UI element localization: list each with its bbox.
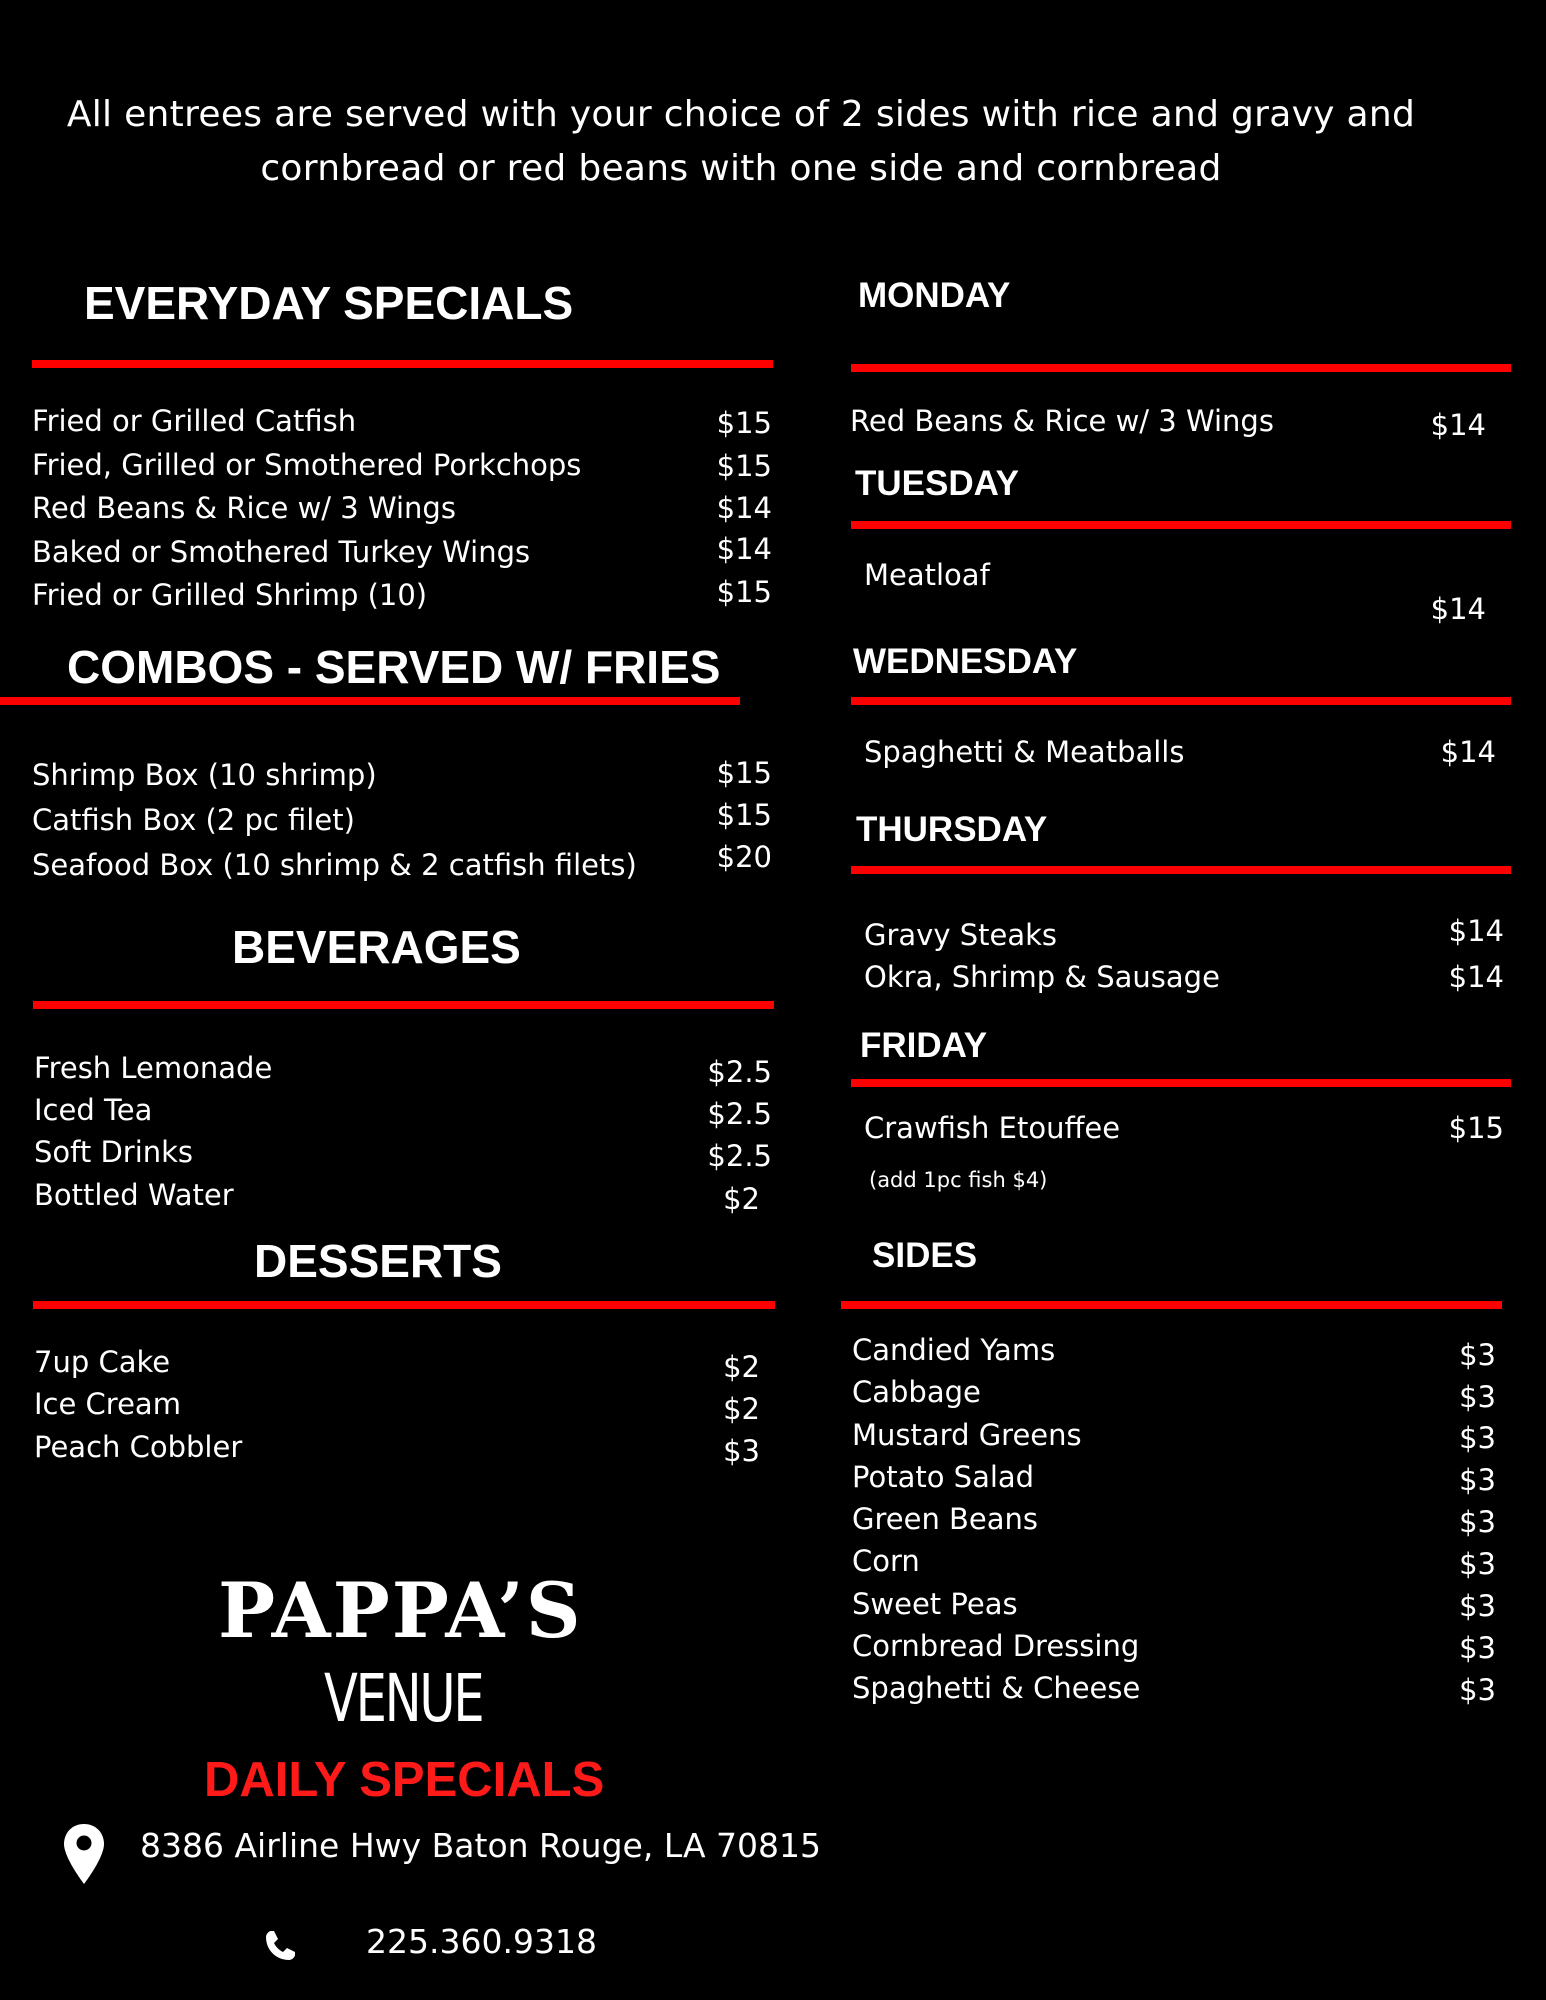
menu-item-name: Fried or Grilled Shrimp (10) bbox=[32, 578, 428, 612]
menu-item-name: Soft Drinks bbox=[34, 1135, 194, 1169]
brand-name-line-2: VENUE bbox=[324, 1660, 483, 1737]
tuesday-divider bbox=[851, 521, 1511, 529]
thursday-divider bbox=[851, 866, 1511, 874]
menu-item-name: Okra, Shrimp & Sausage bbox=[864, 960, 1220, 994]
friday-heading: FRIDAY bbox=[860, 1026, 988, 1065]
wednesday-heading: WEDNESDAY bbox=[853, 642, 1078, 681]
friday-divider bbox=[851, 1079, 1511, 1087]
brand-name-line-1: PAPPA’S bbox=[218, 1566, 583, 1655]
beverages-heading: BEVERAGES bbox=[232, 921, 521, 973]
menu-item-name: Red Beans & Rice w/ 3 Wings bbox=[850, 404, 1274, 438]
side-item-price: $3 bbox=[1459, 1505, 1496, 1539]
sides-heading: SIDES bbox=[872, 1236, 978, 1275]
side-item-price: $3 bbox=[1459, 1421, 1496, 1455]
menu-item-price: $2.5 bbox=[707, 1097, 772, 1131]
side-item-name: Candied Yams bbox=[852, 1333, 1056, 1367]
menu-item-name: Ice Cream bbox=[34, 1387, 181, 1421]
menu-item-price: $14 bbox=[716, 491, 772, 525]
side-item-name: Mustard Greens bbox=[852, 1418, 1082, 1452]
menu-item-name: Fried or Grilled Catfish bbox=[32, 404, 357, 438]
side-item-price: $3 bbox=[1459, 1631, 1496, 1665]
menu-item-price: $15 bbox=[716, 756, 772, 790]
side-item-price: $3 bbox=[1459, 1338, 1496, 1372]
menu-item-price: $20 bbox=[716, 840, 772, 874]
desserts-divider bbox=[33, 1301, 775, 1309]
menu-item-name: Seafood Box (10 shrimp & 2 catfish filets) bbox=[32, 848, 637, 882]
desserts-heading: DESSERTS bbox=[254, 1235, 502, 1287]
combos-heading: COMBOS - SERVED W/ FRIES bbox=[67, 641, 721, 693]
menu-item-name: Shrimp Box (10 shrimp) bbox=[32, 758, 377, 792]
side-item-price: $3 bbox=[1459, 1463, 1496, 1497]
menu-item-price: $15 bbox=[716, 449, 772, 483]
menu-item-name: Crawfish Etouffee bbox=[864, 1111, 1121, 1145]
menu-item-price: $15 bbox=[716, 575, 772, 609]
menu-item-price: $15 bbox=[716, 406, 772, 440]
menu-item-price: $15 bbox=[716, 798, 772, 832]
side-item-name: Cornbread Dressing bbox=[852, 1629, 1140, 1663]
menu-item-price: $3 bbox=[723, 1434, 760, 1468]
daily-specials-title: DAILY SPECIALS bbox=[204, 1753, 605, 1807]
menu-item-name: Catfish Box (2 pc filet) bbox=[32, 803, 355, 837]
menu-item-price: $14 bbox=[716, 532, 772, 566]
menu-item-price: $2.5 bbox=[707, 1139, 772, 1173]
menu-item-name: Fresh Lemonade bbox=[34, 1051, 273, 1085]
sides-divider bbox=[841, 1301, 1502, 1309]
menu-item-name: Peach Cobbler bbox=[34, 1430, 243, 1464]
friday-note: (add 1pc fish $4) bbox=[869, 1168, 1048, 1192]
thursday-heading: THURSDAY bbox=[856, 810, 1048, 849]
menu-item-name: Red Beans & Rice w/ 3 Wings bbox=[32, 491, 456, 525]
menu-item-name: Spaghetti & Meatballs bbox=[864, 735, 1185, 769]
side-item-name: Cabbage bbox=[852, 1375, 981, 1409]
monday-heading: MONDAY bbox=[858, 276, 1011, 315]
monday-divider bbox=[851, 364, 1511, 372]
beverages-divider bbox=[33, 1001, 774, 1009]
side-item-price: $3 bbox=[1459, 1547, 1496, 1581]
side-item-name: Corn bbox=[852, 1544, 920, 1578]
everyday-specials-heading: EVERYDAY SPECIALS bbox=[84, 277, 574, 329]
side-item-price: $3 bbox=[1459, 1380, 1496, 1414]
everyday-divider bbox=[32, 360, 773, 368]
address-text: 8386 Airline Hwy Baton Rouge, LA 70815 bbox=[140, 1826, 822, 1865]
menu-item-name: Iced Tea bbox=[34, 1093, 153, 1127]
phone-number: 225.360.9318 bbox=[366, 1922, 597, 1961]
intro-line-2: cornbread or red beans with one side and cornbread bbox=[260, 148, 1222, 189]
menu-item-price: $14 bbox=[1448, 960, 1504, 994]
menu-item-name: Gravy Steaks bbox=[864, 918, 1058, 952]
side-item-name: Green Beans bbox=[852, 1502, 1039, 1536]
menu-item-price: $2 bbox=[723, 1182, 760, 1216]
side-item-name: Spaghetti & Cheese bbox=[852, 1671, 1141, 1705]
phone-icon bbox=[262, 1928, 298, 1964]
side-item-price: $3 bbox=[1459, 1589, 1496, 1623]
menu-item-name: Meatloaf bbox=[864, 558, 990, 592]
map-pin-icon bbox=[62, 1822, 106, 1886]
menu-item-name: Fried, Grilled or Smothered Porkchops bbox=[32, 448, 582, 482]
intro-line-1: All entrees are served with your choice of 2 sides with rice and gravy and bbox=[66, 94, 1416, 135]
menu-item-name: Baked or Smothered Turkey Wings bbox=[32, 535, 531, 569]
wednesday-divider bbox=[851, 697, 1511, 705]
menu-item-price: $14 bbox=[1440, 735, 1496, 769]
side-item-price: $3 bbox=[1459, 1673, 1496, 1707]
menu-item-price: $2 bbox=[723, 1392, 760, 1426]
menu-item-name: 7up Cake bbox=[34, 1345, 171, 1379]
menu-item-price: $14 bbox=[1430, 592, 1486, 626]
combos-divider bbox=[0, 697, 740, 705]
menu-item-price: $14 bbox=[1448, 914, 1504, 948]
menu-item-price: $2.5 bbox=[707, 1055, 772, 1089]
menu-item-price: $15 bbox=[1448, 1111, 1504, 1145]
tuesday-heading: TUESDAY bbox=[855, 464, 1020, 503]
side-item-name: Potato Salad bbox=[852, 1460, 1035, 1494]
menu-item-price: $14 bbox=[1430, 408, 1486, 442]
side-item-name: Sweet Peas bbox=[852, 1587, 1018, 1621]
menu-item-price: $2 bbox=[723, 1350, 760, 1384]
menu-item-name: Bottled Water bbox=[34, 1178, 234, 1212]
